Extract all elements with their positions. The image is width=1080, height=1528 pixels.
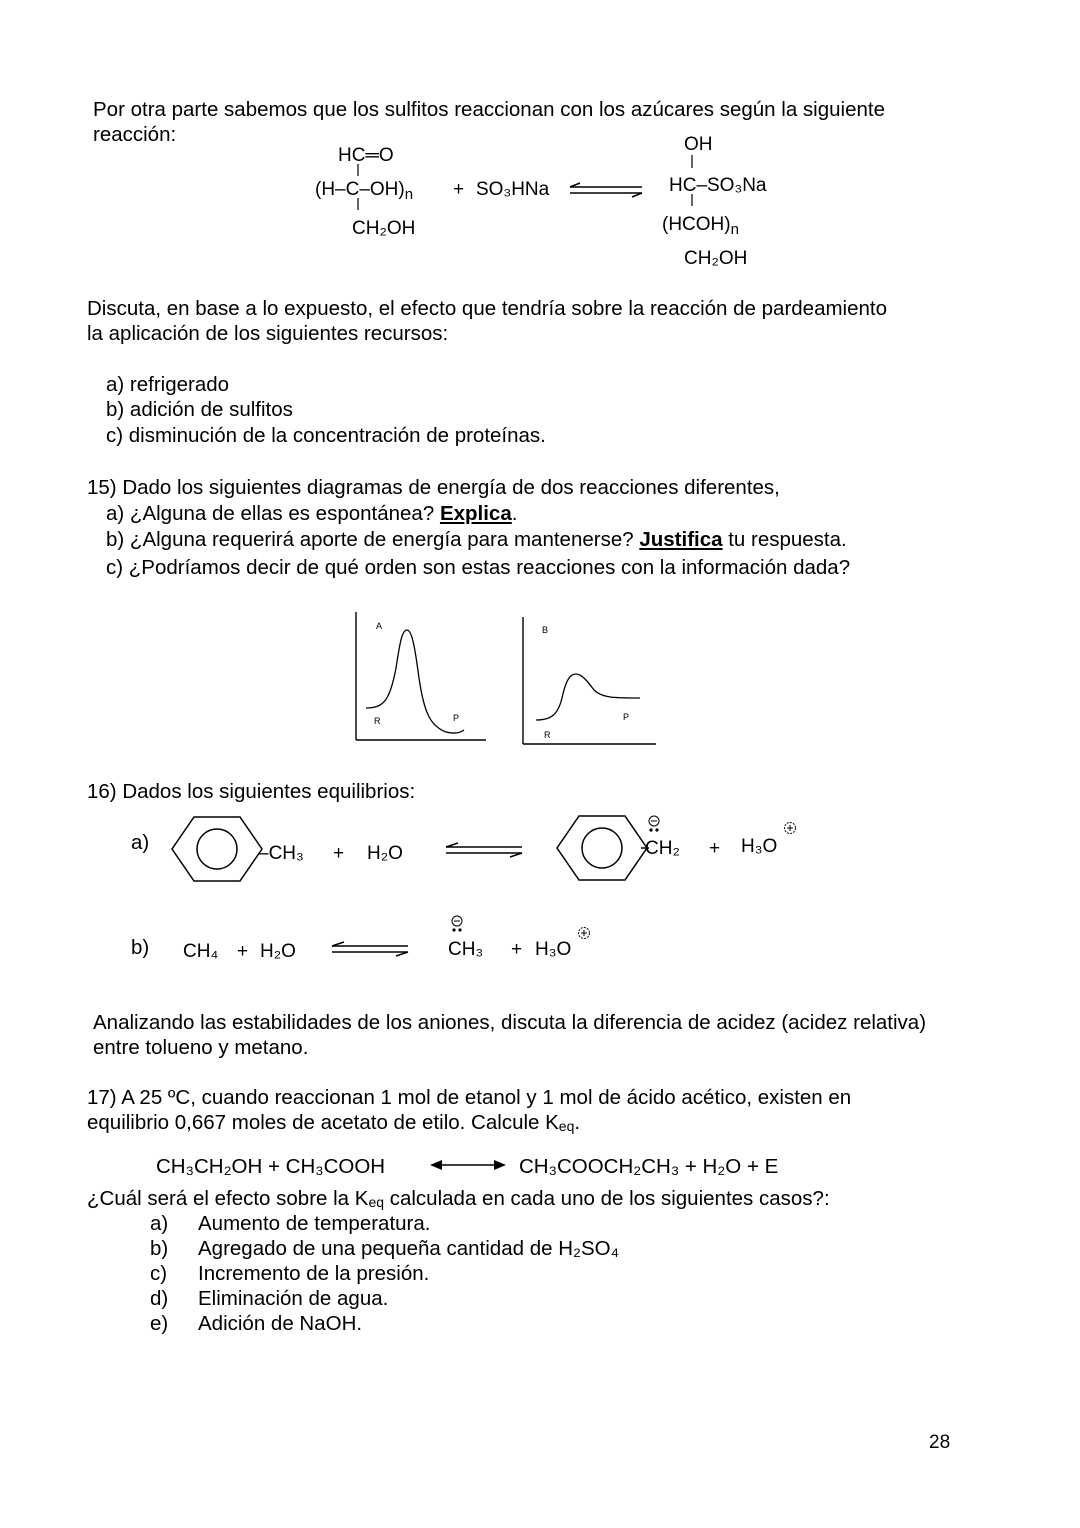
- q15-b-post: tu respuesta.: [722, 528, 847, 551]
- right-hcoh-text: (HCOH): [662, 214, 731, 235]
- q17-line-2: [87, 1110, 580, 1135]
- methane: CH₄: [183, 941, 219, 962]
- right-oh: OH: [684, 134, 713, 155]
- esterification-reactants: CH₃CH₂OH + CH₃COOH: [156, 1155, 386, 1178]
- esterification-products: CH₃COOCH₂CH₃ + H₂O + E: [519, 1155, 779, 1178]
- energy-diagram-b: [518, 614, 660, 748]
- discuss-line-2: la aplicación de los siguientes recursos:: [87, 322, 449, 345]
- diagram-a-r: R: [374, 716, 381, 726]
- right-sulfonate: HC–SO₃Na: [669, 175, 767, 196]
- q16-line: 16) Dados los siguientes equilibrios:: [87, 780, 416, 803]
- right-ch2oh: CH₂OH: [684, 248, 748, 269]
- discuss-item-a: a) refrigerado: [106, 373, 230, 396]
- aldehyde-group: HC═O: [338, 145, 394, 166]
- q16-analysis-line-2: entre tolueno y metano.: [93, 1036, 309, 1059]
- q17-item-e-label: e): [150, 1312, 169, 1335]
- q16-a-positive-charge: [782, 820, 798, 836]
- q16-analysis-line-1: Analizando las estabilidades de los aniones, discuta la diferencia de acidez (acidez relativa): [93, 1011, 927, 1034]
- benzyl-ch2: CH₂: [645, 838, 680, 859]
- q17-item-c-label: c): [150, 1262, 168, 1285]
- sulfite-bond-lines: [340, 130, 720, 250]
- toluene-ch3: –CH₃: [258, 843, 304, 864]
- q16-a-plus-2: +: [709, 838, 721, 859]
- q16-a-water: H₂O: [367, 843, 403, 864]
- q16-b-positive-charge: [576, 925, 592, 941]
- q17-effect-keq-sub: eq: [368, 1194, 385, 1210]
- sulfite-reagent: SO₃HNa: [476, 179, 550, 200]
- diagram-b-p: P: [623, 712, 630, 722]
- q15-b-text: b) ¿Alguna requerirá aporte de energía para mantenerse?: [106, 528, 640, 551]
- q17-item-b-text: Agregado de una pequeña cantidad de H₂SO₄: [198, 1237, 619, 1260]
- q17-item-c-text: Incremento de la presión.: [198, 1262, 430, 1285]
- benzyl-anion-ring: [555, 812, 651, 884]
- sulfite-plus: +: [453, 179, 465, 200]
- q15-item-c: c) ¿Podríamos decir de qué orden son estas reacciones con la información dada?: [106, 556, 851, 579]
- q17-line-1: 17) A 25 ºC, cuando reaccionan 1 mol de etanol y 1 mol de ácido acético, existen en: [87, 1086, 852, 1109]
- q17-item-d-label: d): [150, 1287, 169, 1310]
- right-hcoh-n: n: [730, 221, 739, 238]
- esterification-arrow: [428, 1158, 508, 1172]
- q16-a-equilibrium-arrow: [444, 842, 526, 858]
- q17-effect-post: calculada en cada uno de los siguientes casos?:: [384, 1187, 830, 1210]
- diagram-a-curve: [366, 630, 464, 733]
- q16-a-hydronium: H₃O: [741, 836, 778, 857]
- q17-effect-line: [87, 1186, 830, 1211]
- benzyl-lone-pair-charge: [644, 813, 666, 835]
- q17-effect-text: ¿Cuál será el efecto sobre la K: [87, 1187, 369, 1210]
- methyl-anion: CH₃: [448, 939, 484, 960]
- discuss-item-b: b) adición de sulfitos: [106, 398, 293, 421]
- q15-line: 15) Dado los siguientes diagramas de energía de dos reacciones diferentes,: [87, 476, 780, 499]
- intro-line-2: reacción:: [93, 123, 177, 146]
- q17-item-d-text: Eliminación de agua.: [198, 1287, 389, 1310]
- q17-keq-sub: eq: [558, 1118, 575, 1134]
- q17-item-e-text: Adición de NaOH.: [198, 1312, 363, 1335]
- energy-diagram-a: [350, 608, 490, 744]
- diagram-b-r: R: [544, 730, 551, 740]
- intro-line-1: Por otra parte sabemos que los sulfitos reaccionan con los azúcares según la siguiente: [93, 98, 885, 121]
- discuss-line-1: Discuta, en base a lo expuesto, el efecto que tendría sobre la reacción de pardeamiento: [87, 297, 888, 320]
- q15-b-bold: Justifica: [639, 528, 723, 551]
- q16-b-equilibrium-arrow: [330, 941, 412, 957]
- hydroxyl-chain-n: n: [404, 186, 414, 203]
- q16-b-hydronium: H₃O: [535, 939, 572, 960]
- q17-line-2-text: equilibrio 0,667 moles de acetato de etilo. Calcule K: [87, 1111, 559, 1134]
- diagram-a-p: P: [453, 713, 460, 723]
- q16-b-plus-1: +: [237, 941, 249, 962]
- q15-a-bold: Explica: [439, 502, 512, 525]
- q15-a-post: .: [511, 502, 518, 525]
- q15-item-b: [106, 527, 847, 552]
- q15-a-text: a) ¿Alguna de ellas es espontánea?: [106, 502, 440, 525]
- diagram-b-label: B: [542, 625, 549, 635]
- q17-line-2-post: .: [574, 1111, 581, 1134]
- discuss-item-c: c) disminución de la concentración de proteínas.: [106, 424, 546, 447]
- q16-a-plus-1: +: [333, 843, 345, 864]
- diagram-a-label: A: [376, 621, 383, 631]
- q17-item-b-label: b): [150, 1237, 169, 1260]
- toluene-benzene-ring: [170, 813, 266, 885]
- hydroxyl-chain-text: (H–C–OH): [315, 179, 405, 200]
- q15-item-a: [106, 501, 517, 526]
- q17-item-a-text: Aumento de temperatura.: [198, 1212, 431, 1235]
- left-ch2oh: CH₂OH: [352, 218, 416, 239]
- q16-b-plus-2: +: [511, 939, 523, 960]
- q16-b-label: b): [131, 936, 150, 959]
- page-number: 28: [929, 1432, 951, 1453]
- q16-b-water: H₂O: [260, 941, 296, 962]
- q16-a-label: a): [131, 831, 150, 854]
- methyl-lone-pair-charge: [447, 913, 469, 935]
- q17-item-a-label: a): [150, 1212, 169, 1235]
